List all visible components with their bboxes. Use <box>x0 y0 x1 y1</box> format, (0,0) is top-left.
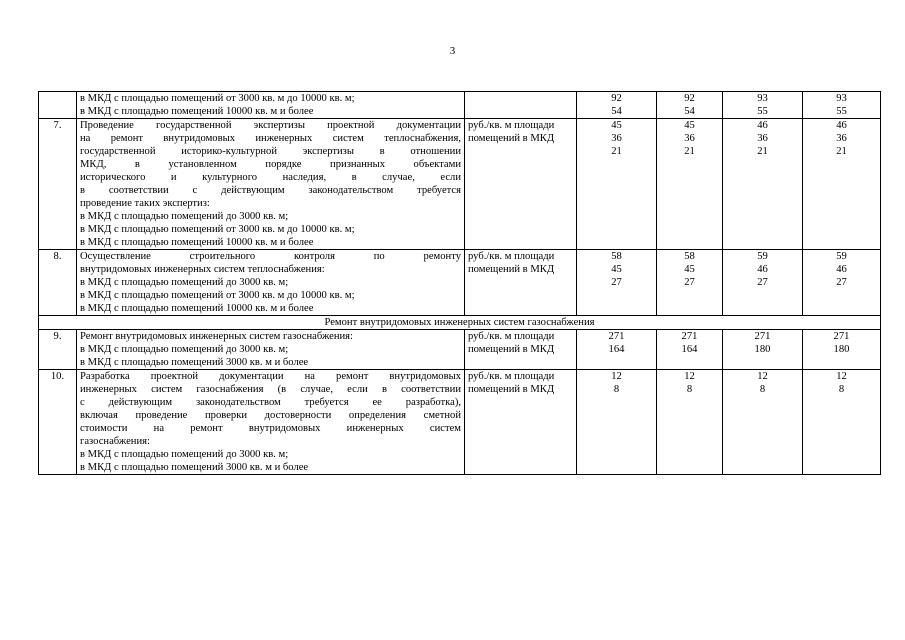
value: 12 <box>611 371 622 382</box>
value: 27 <box>836 277 847 288</box>
row-number: 7. <box>39 119 77 250</box>
value: 12 <box>757 371 768 382</box>
row-number: 8. <box>39 250 77 316</box>
section-title: Ремонт внутридомовых инженерных систем газоснабжения <box>39 316 881 330</box>
row-description <box>77 92 465 119</box>
value: 58 <box>611 251 622 262</box>
area-category-line: в МКД с площадью помещений от 3000 кв. м до 10000 кв. м; <box>80 93 355 104</box>
description-line: в соответствии с действующим законодательством требуется <box>80 185 461 196</box>
area-category-line: в МКД с площадью помещений 10000 кв. м и более <box>80 106 314 117</box>
row-unit <box>465 92 577 119</box>
value: 45 <box>611 120 622 131</box>
area-category-line: в МКД с площадью помещений от 3000 кв. м до 10000 кв. м; <box>80 290 355 301</box>
value: 59 <box>836 251 847 262</box>
value-cell <box>723 370 803 475</box>
table-row <box>39 92 881 119</box>
description-line: газоснабжения: <box>80 436 150 447</box>
value-cell <box>577 119 657 250</box>
value: 8 <box>759 384 766 395</box>
description-line: стоимости на ремонт внутридомовых инженерных систем <box>80 423 461 434</box>
value: 21 <box>684 146 695 157</box>
value: 46 <box>836 264 847 275</box>
section-row <box>39 316 881 330</box>
value: 271 <box>754 331 771 342</box>
row-description <box>77 330 465 370</box>
value: 271 <box>681 331 698 342</box>
value: 54 <box>611 106 622 117</box>
row-description <box>77 370 465 475</box>
area-category-line: в МКД с площадью помещений 3000 кв. м и более <box>80 462 309 473</box>
description-line: инженерных систем газоснабжения (в случае, если в соответствии <box>80 384 461 395</box>
row-unit: руб./кв. м площади помещений в МКД <box>465 370 577 475</box>
value-cell <box>657 250 723 316</box>
description-line: Ремонт внутридомовых инженерных систем газоснабжения: <box>80 331 353 342</box>
value-cell <box>657 370 723 475</box>
value: 21 <box>757 146 768 157</box>
value-cell <box>723 250 803 316</box>
value: 36 <box>684 133 695 144</box>
area-category-line: в МКД с площадью помещений 10000 кв. м и более <box>80 303 314 314</box>
value: 46 <box>757 120 768 131</box>
value: 36 <box>757 133 768 144</box>
value-cell <box>577 92 657 119</box>
rates-table <box>38 91 881 475</box>
description-line: государственной историко-культурной экспертизы в отношении <box>80 146 461 157</box>
value-cell <box>803 250 881 316</box>
description-line: Разработка проектной документации на ремонт внутридомовых <box>80 371 461 382</box>
value: 27 <box>757 277 768 288</box>
value: 36 <box>836 133 847 144</box>
row-number <box>39 92 77 119</box>
value: 54 <box>684 106 695 117</box>
area-category-line: в МКД с площадью помещений до 3000 кв. м; <box>80 344 289 355</box>
area-category-line: в МКД с площадью помещений от 3000 кв. м до 10000 кв. м; <box>80 224 355 235</box>
description-line: с действующим законодательством требуется ее разработка), <box>80 397 461 408</box>
table-row <box>39 370 881 475</box>
value: 36 <box>611 133 622 144</box>
value: 27 <box>684 277 695 288</box>
value-cell <box>723 330 803 370</box>
area-category-line: в МКД с площадью помещений до 3000 кв. м; <box>80 449 289 460</box>
value: 93 <box>836 93 847 104</box>
value: 271 <box>608 331 625 342</box>
table-row <box>39 119 881 250</box>
value-cell <box>657 330 723 370</box>
table-row <box>39 250 881 316</box>
table-row <box>39 330 881 370</box>
value: 45 <box>611 264 622 275</box>
value: 59 <box>757 251 768 262</box>
area-category-line: в МКД с площадью помещений до 3000 кв. м; <box>80 277 289 288</box>
row-unit: руб./кв. м площади помещений в МКД <box>465 330 577 370</box>
row-number: 9. <box>39 330 77 370</box>
page-number: 3 <box>449 45 456 57</box>
description-line: Проведение государственной экспертизы проектной документации <box>80 120 461 131</box>
row-description <box>77 250 465 316</box>
row-number: 10. <box>39 370 77 475</box>
area-category-line: в МКД с площадью помещений до 3000 кв. м; <box>80 211 289 222</box>
value: 271 <box>833 331 850 342</box>
row-unit: руб./кв. м площади помещений в МКД <box>465 250 577 316</box>
value: 164 <box>681 344 698 355</box>
value: 8 <box>613 384 620 395</box>
description-line: Осуществление строительного контроля по ремонту <box>80 251 461 262</box>
value: 164 <box>608 344 625 355</box>
row-unit: руб./кв. м площади помещений в МКД <box>465 119 577 250</box>
value: 8 <box>686 384 693 395</box>
value: 46 <box>757 264 768 275</box>
value-cell <box>803 119 881 250</box>
value-cell <box>577 370 657 475</box>
value-cell <box>657 92 723 119</box>
value: 93 <box>757 93 768 104</box>
value: 46 <box>836 120 847 131</box>
value: 8 <box>838 384 845 395</box>
value: 92 <box>684 93 695 104</box>
value: 27 <box>611 277 622 288</box>
description-line: на ремонт внутридомовых инженерных систем теплоснабжения, <box>80 133 461 144</box>
area-category-line: в МКД с площадью помещений 10000 кв. м и более <box>80 237 314 248</box>
area-category-line: в МКД с площадью помещений 3000 кв. м и более <box>80 357 309 368</box>
row-description <box>77 119 465 250</box>
value: 45 <box>684 264 695 275</box>
description-line: проведение таких экспертиз: <box>80 198 210 209</box>
value: 58 <box>684 251 695 262</box>
value: 55 <box>836 106 847 117</box>
value: 55 <box>757 106 768 117</box>
value-cell <box>803 330 881 370</box>
value: 12 <box>684 371 695 382</box>
value-cell <box>577 330 657 370</box>
value: 12 <box>836 371 847 382</box>
value-cell <box>577 250 657 316</box>
value: 180 <box>833 344 850 355</box>
value-cell <box>657 119 723 250</box>
value-cell <box>803 370 881 475</box>
value: 21 <box>836 146 847 157</box>
table-body <box>39 92 881 475</box>
value: 180 <box>754 344 771 355</box>
value-cell <box>803 92 881 119</box>
description-line: исторического и культурного наследия, в случае, если <box>80 172 461 183</box>
value-cell <box>723 92 803 119</box>
value: 45 <box>684 120 695 131</box>
value: 21 <box>611 146 622 157</box>
description-line: включая проведение проверки достоверности определения сметной <box>80 410 461 421</box>
value-cell <box>723 119 803 250</box>
value: 92 <box>611 93 622 104</box>
description-line: внутридомовых инженерных систем теплоснабжения: <box>80 264 325 275</box>
description-line: МКД, в установленном порядке признанных объектами <box>80 159 461 170</box>
